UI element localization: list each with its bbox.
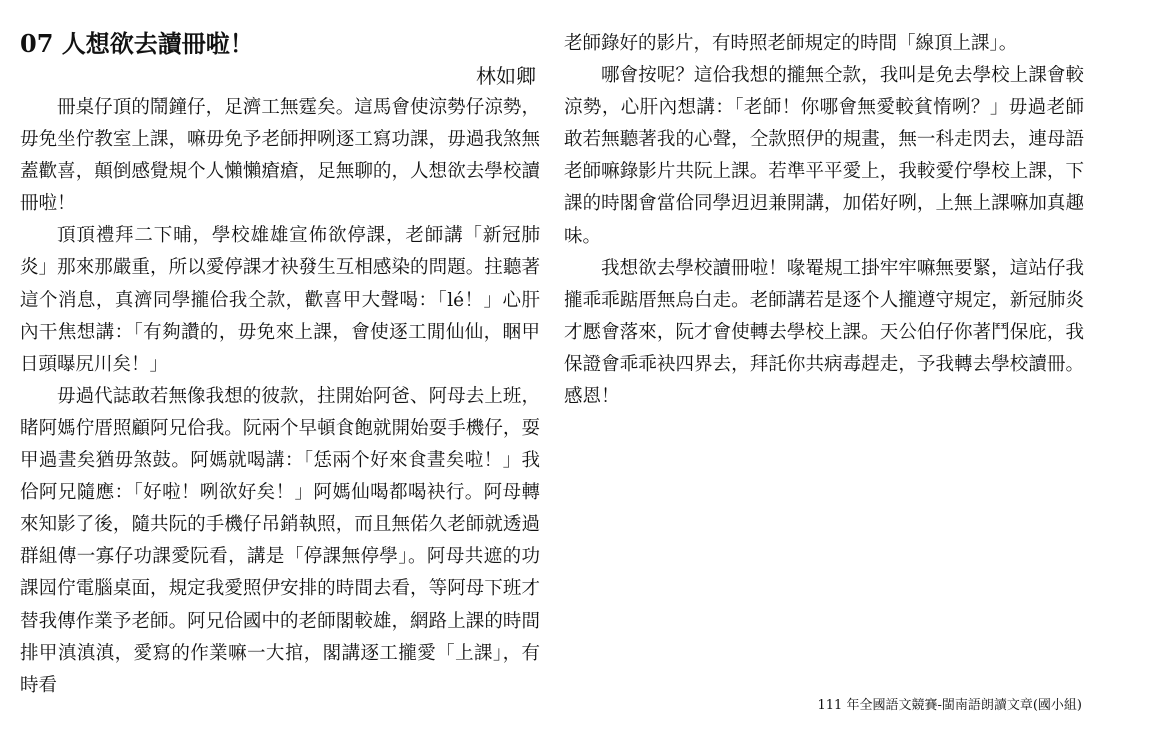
author-name: 林如卿 bbox=[476, 64, 536, 88]
paragraph: 哪會按呢？這佮我想的攏無仝款，我叫是免去學校上課會較涼勢，心肝內想講：「老師！你哪會無愛較貧惰咧？」毋過老師敢若無聽著我的心聲，仝款照伊的規畫，無一科走閃去，連母語老師嘛錄影片共阮上課。若準平平愛上，我較愛佇學校上課，下課的時閣會當佮同學迌迌兼開講，加偌好咧，上無上課嘛加真趣味。 bbox=[564, 65, 1084, 247]
paragraph: 毋過代誌敢若無像我想的彼款，拄開始阿爸、阿母去上班，睹阿媽佇厝照顧阿兄佮我。阮兩个早頓食飽就開始耍手機仔，耍甲過晝矣猶毋煞鼓。阿媽就喝講：「恁兩个好來食晝矣啦！」我佮阿兄隨應：「好啦！咧欲好矣！」阿媽仙喝都喝袂行。阿母轉來知影了後，隨共阮的手機仔吊銷執照，而且無偌久老師就透過群組傳一寡仔功課愛阮看，講是「停課無停學」。阿母共遮的功課囥佇電腦桌面，規定我愛照伊安排的時間去看，等阿母下班才替我傳作業予老師。阿兄佮國中的老師閣較雄，網路上課的時間排甲滇滇滇，愛寫的作業嘛一大捾，閣講逐工攏愛「上課」，有時看 bbox=[20, 385, 540, 696]
paragraph: 頂頂禮拜二下晡，學校雄雄宣佈欲停課，老師講「新冠肺炎」那來那嚴重，所以愛停課才袂發生互相感染的問題。拄聽著這个消息，真濟同學攏佮我仝款，歡喜甲大聲喝：「lé！」心肝內干焦想講：「有夠讚的，毋免來上課，會使逐工閒仙仙，睏甲日頭曝尻川矣！」 bbox=[20, 225, 540, 375]
right-column bbox=[564, 28, 1084, 413]
paragraph-continuation: 老師錄好的影片，有時照老師規定的時間「線頂上課」。 bbox=[564, 33, 1018, 54]
paragraph: 我想欲去學校讀冊啦！喙罨規工掛牢牢嘛無要緊，這站仔我攏乖乖踮厝無烏白走。老師講若是逐个人攏遵守規定，新冠肺炎才懕會落來，阮才會使轉去學校上課。天公伯仔你著鬥保庇，我保證會乖乖袂四界去，拜託你共病毒趕走，予我轉去學校讀冊。感恩！ bbox=[564, 257, 1084, 408]
page-footer: 111 年全國語文競賽-閩南語朗讀文章(國小組) bbox=[817, 698, 1082, 713]
left-column bbox=[20, 28, 540, 702]
paragraph: 冊桌仔頂的鬧鐘仔，足濟工無霆矣。這馬會使涼勢仔涼勢，毋免坐佇教室上課，嘛毋免予老師押咧逐工寫功課，毋過我煞無蓋歡喜，顛倒感覺規个人懶懶瘡瘡，足無聊的，人想欲去學校讀冊啦！ bbox=[20, 97, 540, 215]
article-title: 07 人想欲去讀冊啦！ bbox=[20, 29, 254, 58]
